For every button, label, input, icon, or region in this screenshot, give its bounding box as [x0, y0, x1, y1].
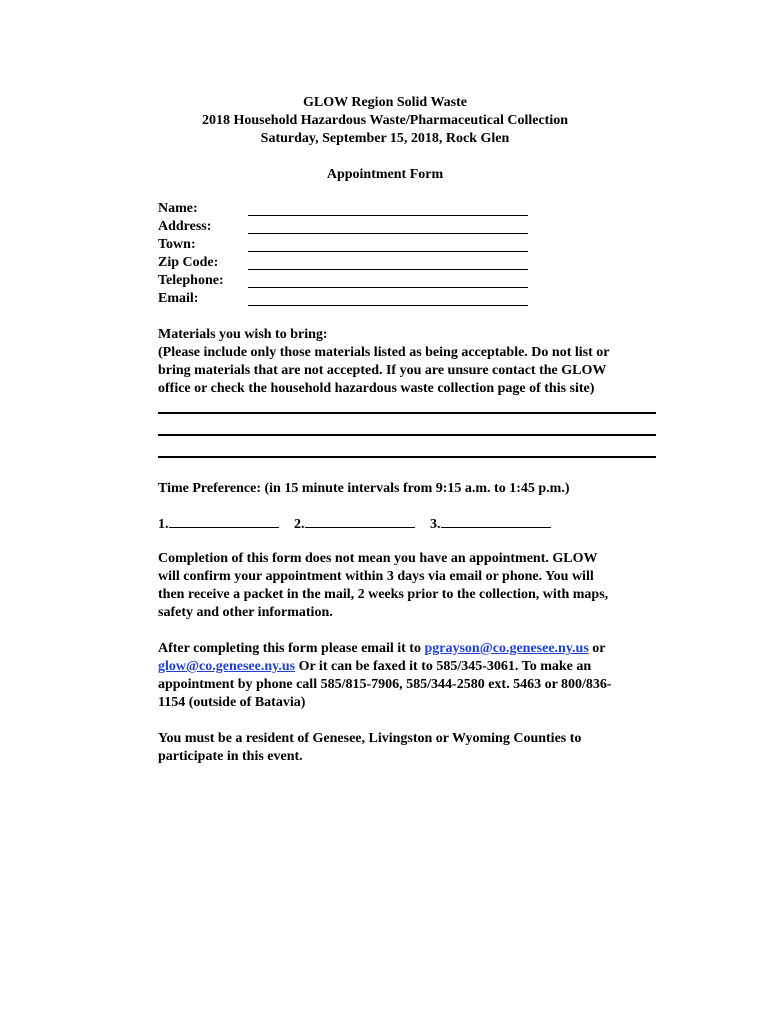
town-label: Town: — [158, 237, 196, 252]
address-input-line[interactable] — [248, 233, 528, 234]
header-organization: GLOW Region Solid Waste — [302, 95, 467, 110]
email-link-pgrayson[interactable]: pgrayson@co.genesee.ny.us — [424, 641, 589, 656]
time-preference-1-line[interactable] — [169, 514, 279, 528]
town-input-line[interactable] — [248, 251, 528, 252]
contact-text: or — [588, 641, 606, 656]
header-event-date: Saturday, September 15, 2018, Rock Glen — [260, 131, 510, 146]
name-field-row — [158, 200, 538, 218]
time-preference-2-line[interactable] — [305, 514, 415, 528]
materials-instruction-line: bring materials that are not accepted. If you are unsure contact the GLOW — [158, 363, 607, 378]
completion-notice-line: will confirm your appointment within 3 days via email or phone. You will — [158, 569, 594, 584]
materials-instruction-line: (Please include only those materials listed as being acceptable. Do not list or — [158, 345, 610, 360]
email-input-line[interactable] — [248, 305, 528, 306]
completion-notice-line: then receive a packet in the mail, 2 weeks prior to the collection, with maps, — [158, 587, 609, 602]
materials-entry-line-1[interactable] — [158, 412, 656, 414]
telephone-label: Telephone: — [158, 273, 224, 288]
town-field-row — [158, 236, 538, 254]
materials-instruction-line: office or check the household hazardous waste collection page of this site) — [158, 381, 595, 396]
time-preference-3[interactable] — [430, 514, 551, 534]
time-option-number: 3. — [430, 517, 441, 532]
zip-field-row — [158, 254, 538, 272]
name-input-line[interactable] — [248, 215, 528, 216]
materials-entry-line-3[interactable] — [158, 456, 656, 458]
time-option-number: 2. — [294, 517, 305, 532]
contact-text: After completing this form please email it to — [158, 641, 425, 656]
header-event-title: 2018 Household Hazardous Waste/Pharmaceutical Collection — [201, 113, 569, 128]
completion-notice-line: Completion of this form does not mean you have an appointment. GLOW — [158, 551, 598, 566]
residency-notice-line: participate in this event. — [158, 749, 303, 764]
zip-label: Zip Code: — [158, 255, 219, 270]
email-link-glow[interactable]: glow@co.genesee.ny.us — [158, 659, 296, 674]
materials-entry-line-2[interactable] — [158, 434, 656, 436]
time-preference-2[interactable] — [294, 514, 415, 534]
contact-text: Or it can be faxed it to 585/345-3061. To make an — [295, 659, 592, 674]
telephone-input-line[interactable] — [248, 287, 528, 288]
name-label: Name: — [158, 201, 198, 216]
time-preference-heading: Time Preference: (in 15 minute intervals from 9:15 a.m. to 1:45 p.m.) — [158, 481, 570, 496]
email-label: Email: — [158, 291, 199, 306]
contact-line-1 — [158, 640, 658, 658]
time-preference-1[interactable] — [158, 514, 279, 534]
address-field-row — [158, 218, 538, 236]
time-preference-3-line[interactable] — [441, 514, 551, 528]
contact-line-2 — [158, 658, 658, 676]
time-option-number: 1. — [158, 517, 169, 532]
materials-heading: Materials you wish to bring: — [158, 327, 328, 342]
contact-line-4: 1154 (outside of Batavia) — [158, 695, 306, 710]
form-title: Appointment Form — [326, 167, 444, 182]
residency-notice-line: You must be a resident of Genesee, Livingston or Wyoming Counties to — [158, 731, 582, 746]
completion-notice-line: safety and other information. — [158, 605, 333, 620]
telephone-field-row — [158, 272, 538, 290]
address-label: Address: — [158, 219, 212, 234]
zip-input-line[interactable] — [248, 269, 528, 270]
email-field-row — [158, 290, 538, 308]
contact-line-3: appointment by phone call 585/815-7906, 585/344-2580 ext. 5463 or 800/836- — [158, 677, 612, 692]
